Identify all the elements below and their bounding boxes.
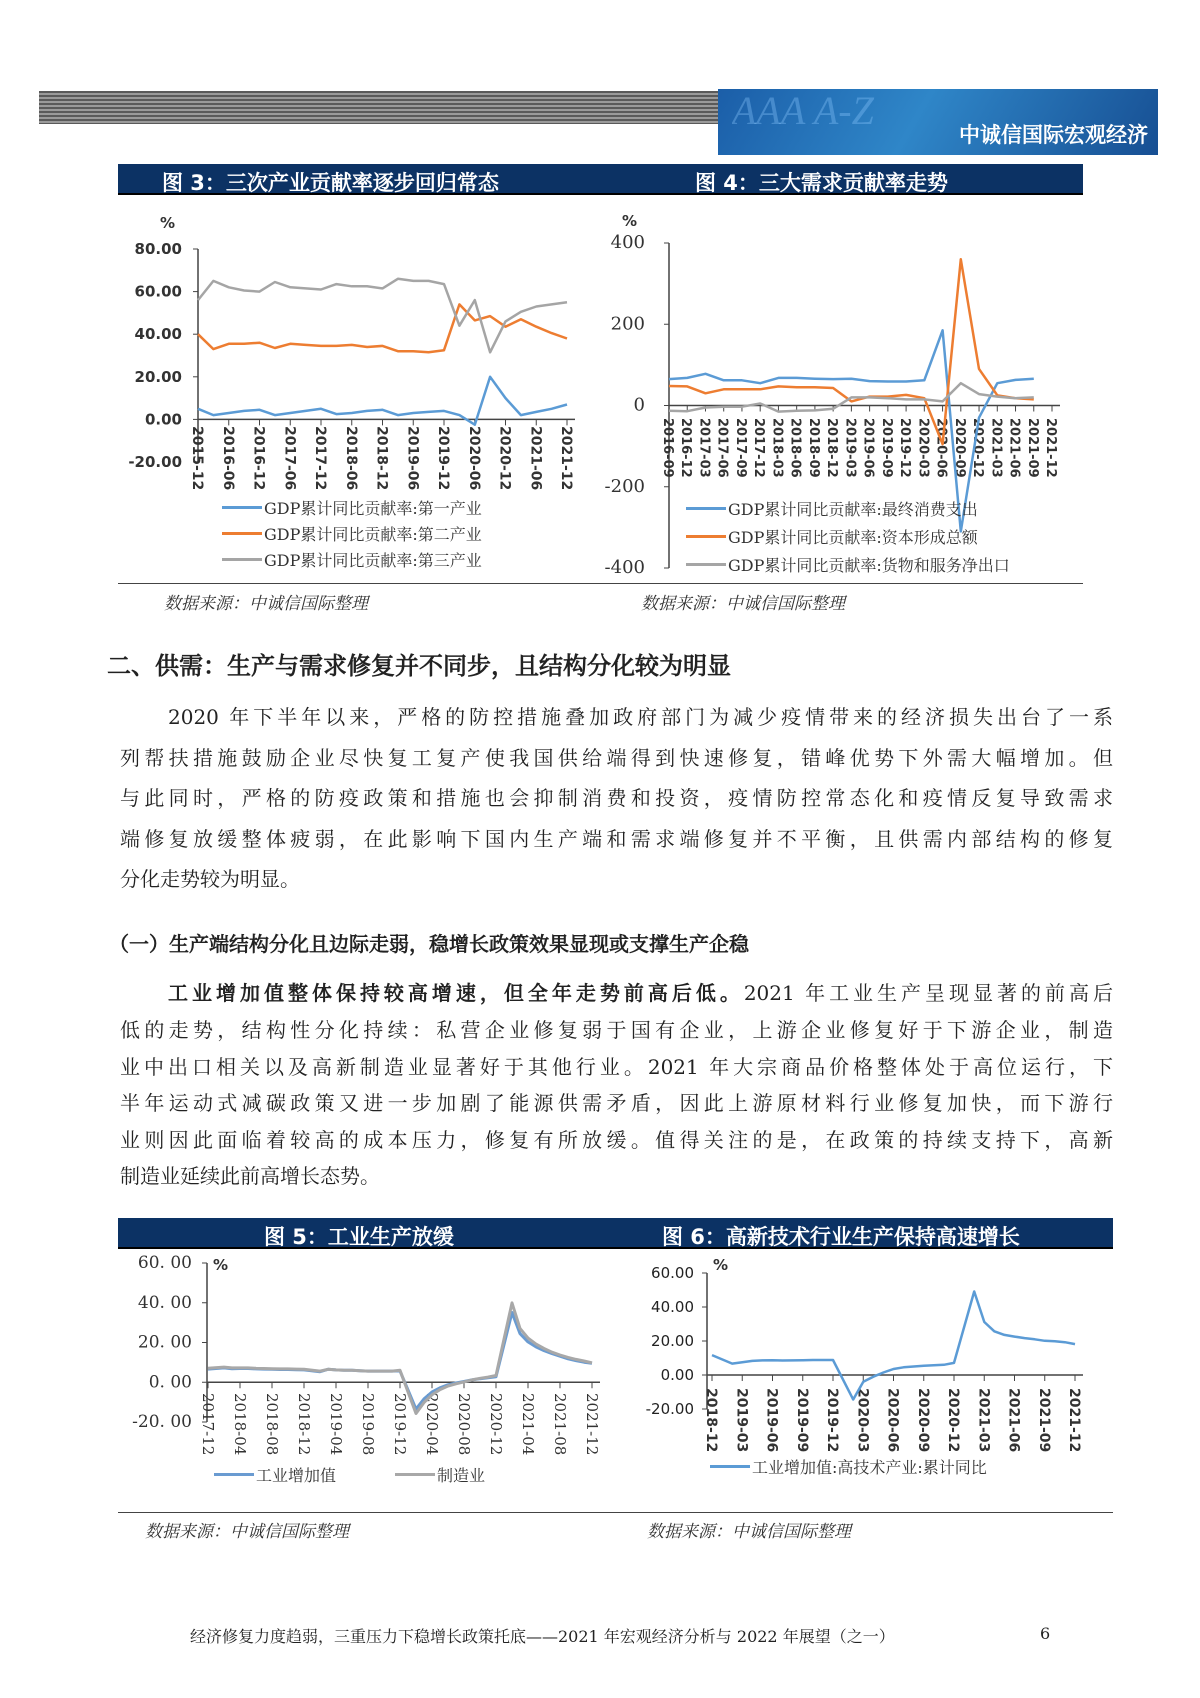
legend-item (222, 494, 482, 520)
fig5-title: 图 5：工业生产放缓 (264, 1225, 454, 1249)
x-tick-label: 2019-09 (878, 418, 894, 478)
header-stripe-bar (39, 91, 719, 124)
paragraph-line: 业中出口相关以及高新制造业显著好于其他行业。2021 年大宗商品价格整体处于高位运行，下 (120, 1055, 1113, 1079)
x-tick-label: 2017-12 (751, 418, 767, 478)
y-tick-label: -200 (604, 475, 645, 497)
x-tick-label: 2019-12 (435, 426, 451, 491)
legend-label: GDP累计同比贡献率:第三产业 (264, 550, 482, 570)
series-line-1 (712, 1292, 1075, 1400)
legend-label: GDP累计同比贡献率:货物和服务净出口 (728, 555, 1010, 575)
x-tick-label: 2020-06 (933, 418, 949, 478)
paragraph-line (168, 981, 1113, 1005)
x-tick-label: 2015-12 (189, 426, 205, 491)
y-tick-label: 0.00 (144, 410, 182, 429)
x-tick-label: 2018-12 (703, 1388, 719, 1453)
y-axis-unit-label: % (160, 214, 176, 232)
source-divider-top (118, 583, 1083, 584)
y-tick-label: 80.00 (134, 240, 182, 258)
x-tick-label: 2019-03 (733, 1388, 750, 1453)
x-tick-label: 2020-04 (423, 1393, 441, 1456)
x-tick-label: 2021-06 (527, 426, 544, 491)
legend-label: 工业增加值:高技术产业:累计同比 (752, 1457, 987, 1477)
y-tick-label: 60.00 (651, 1264, 694, 1282)
logo-ghost-letters: AAA A-Z (732, 89, 874, 133)
y-tick-label: 20.00 (651, 1332, 694, 1350)
x-tick-label: 2020-12 (945, 1388, 961, 1453)
legend-item (686, 550, 1010, 578)
x-tick-label: 2021-04 (519, 1393, 537, 1456)
x-tick-label: 2020-03 (915, 418, 931, 478)
paragraph-line: 列帮扶措施鼓励企业尽快复工复产使我国供给端得到快速修复，错峰优势下外需大幅增加。但 (120, 746, 1113, 770)
series-line-2 (208, 1303, 592, 1414)
x-tick-label: 2017-09 (732, 418, 748, 478)
y-tick-label: 40.00 (134, 325, 182, 344)
fig3-source: 数据来源：中诚信国际整理 (164, 594, 368, 614)
x-tick-label: 2018-03 (769, 418, 785, 478)
fig5-source: 数据来源：中诚信国际整理 (145, 1522, 349, 1542)
paragraph-line: 业则因此面临着较高的成本压力，修复有所放缓。值得关注的是，在政策的持续支持下，高新 (120, 1128, 1113, 1152)
x-tick-label: 2019-08 (359, 1393, 377, 1456)
x-tick-label: 2019-06 (763, 1388, 780, 1453)
paragraph-line: 半年运动式减碳政策又进一步加剧了能源供需矛盾，因此上游原材料行业修复加快，而下游行 (120, 1091, 1113, 1115)
x-tick-label: 2019-12 (391, 1393, 409, 1456)
series-line-3 (198, 279, 567, 353)
x-tick-label: 2020-06 (884, 1388, 901, 1453)
x-tick-label: 2020-12 (970, 418, 986, 478)
fig4-legend (686, 494, 1010, 578)
figure-title-bar-bottom (118, 1218, 1113, 1249)
x-tick-label: 2020-12 (496, 426, 513, 491)
brand-logo (718, 89, 1158, 155)
y-tick-label: -400 (604, 557, 645, 578)
logo-text: 中诚信国际宏观经济 (959, 123, 1148, 147)
x-tick-label: 2021-06 (1005, 1388, 1022, 1453)
x-tick-label: 2019-12 (824, 1388, 840, 1453)
x-tick-label: 2017-06 (714, 418, 730, 478)
x-tick-label: 2016-12 (678, 418, 694, 478)
y-axis-unit-label: % (622, 212, 638, 230)
x-tick-label: 2018-06 (342, 426, 359, 491)
x-tick-label: 2018-12 (295, 1393, 313, 1456)
x-tick-label: 2018-06 (787, 418, 803, 478)
fig3-legend (222, 494, 482, 572)
x-tick-label: 2019-09 (793, 1388, 810, 1453)
x-tick-label: 2016-06 (219, 426, 236, 491)
x-tick-label: 2017-12 (312, 426, 328, 491)
fig6-title: 图 6：高新技术行业生产保持高速增长 (662, 1225, 1020, 1249)
page-number: 6 (1040, 1624, 1051, 1643)
y-tick-label: 200 (610, 313, 645, 335)
legend-label: 制造业 (437, 1465, 486, 1485)
x-tick-label: 2019-06 (860, 418, 876, 478)
x-tick-label: 2021-12 (558, 426, 574, 491)
x-tick-label: 2020-09 (951, 418, 967, 478)
x-tick-label: 2020-09 (914, 1388, 931, 1453)
paragraph-line: 与此同时，严格的防疫政策和措施也会抑制消费和投资，疫情防控常态化和疫情反复导致需求 (120, 786, 1113, 810)
y-tick-label: 0 (633, 394, 645, 416)
legend-item (686, 494, 1010, 522)
x-tick-label: 2018-12 (373, 426, 390, 491)
subsection-heading: （一）生产端结构分化且边际走弱，稳增长政策效果显现或支撑生产企稳 (109, 932, 749, 956)
y-tick-label: 60.00 (134, 282, 182, 301)
x-tick-label: 2021-03 (988, 418, 1004, 478)
legend-label: 工业增加值 (256, 1465, 337, 1485)
legend-label: GDP累计同比贡献率:第一产业 (264, 498, 482, 518)
x-tick-label: 2020-03 (854, 1388, 871, 1453)
x-tick-label: 2018-08 (263, 1393, 281, 1456)
paragraph-line: 分化走势较为明显。 (120, 867, 300, 891)
x-tick-label: 2021-12 (1043, 418, 1058, 478)
series-line-2 (198, 304, 567, 352)
paragraph-line: 2020 年下半年以来，严格的防控措施叠加政府部门为减少疫情带来的经济损失出台了一系 (168, 705, 1113, 729)
x-tick-label: 2018-09 (805, 418, 821, 478)
legend-item (222, 546, 482, 572)
x-tick-label: 2021-12 (583, 1393, 601, 1456)
legend-item (686, 522, 1010, 550)
fig5-legend-item-industry (214, 1462, 336, 1486)
x-tick-label: 2020-08 (455, 1393, 473, 1456)
x-tick-label: 2021-09 (1024, 418, 1040, 478)
legend-item (222, 520, 482, 546)
y-tick-label: -20.00 (128, 453, 182, 471)
series-line-1 (208, 1313, 592, 1410)
series-line-1 (198, 377, 567, 425)
y-tick-label: -20. 00 (132, 1412, 192, 1432)
legend-label: GDP累计同比贡献率:资本形成总额 (728, 527, 978, 547)
y-tick-label: 0. 00 (148, 1372, 192, 1393)
legend-label: GDP累计同比贡献率:第二产业 (264, 524, 482, 544)
x-tick-label: 2017-12 (199, 1393, 217, 1456)
fig3-title: 图 3：三次产业贡献率逐步回归常态 (162, 171, 499, 195)
x-tick-label: 2017-03 (696, 418, 712, 478)
y-tick-label: 60. 00 (137, 1253, 192, 1273)
x-tick-label: 2020-06 (465, 426, 482, 491)
paragraph-line: 制造业延续此前高增长态势。 (120, 1164, 380, 1188)
paragraph-line: 端修复放缓整体疲弱，在此影响下国内生产端和需求端修复并不平衡，且供需内部结构的修复 (120, 827, 1113, 851)
series-line-2 (669, 259, 1034, 444)
y-tick-label: 40.00 (651, 1298, 694, 1316)
fig5-legend-item-manufacturing (395, 1462, 485, 1486)
figure-title-bar-top (118, 164, 1083, 195)
x-tick-label: 2021-06 (1006, 418, 1022, 478)
source-divider-bottom (118, 1512, 1113, 1513)
x-tick-label: 2019-12 (897, 418, 913, 478)
series-line-3 (669, 383, 1034, 411)
x-tick-label: 2021-12 (1066, 1388, 1082, 1453)
y-tick-label: 40. 00 (137, 1292, 192, 1313)
paragraph-lead-bold: 工业增加值整体保持较高增速，但全年走势前高后低。 (168, 981, 744, 1005)
x-tick-label: 2020-12 (487, 1393, 505, 1456)
y-tick-label: 400 (610, 232, 645, 253)
x-tick-label: 2019-04 (327, 1393, 345, 1456)
page-footer-title: 经济修复力度趋弱，三重压力下稳增长政策托底——2021 年宏观经济分析与 2022 年展望（之一） (190, 1627, 895, 1646)
x-tick-label: 2016-09 (660, 418, 675, 478)
x-tick-label: 2018-12 (824, 418, 840, 478)
x-tick-label: 2019-06 (404, 426, 421, 491)
fig4-source: 数据来源：中诚信国际整理 (641, 594, 845, 614)
y-axis-unit-label: % (713, 1256, 729, 1274)
x-tick-label: 2021-09 (1035, 1388, 1052, 1453)
fig6-source: 数据来源：中诚信国际整理 (647, 1522, 851, 1542)
x-tick-label: 2021-03 (975, 1388, 992, 1453)
fig4-title: 图 4：三大需求贡献率走势 (695, 171, 948, 195)
y-tick-label: 0.00 (660, 1366, 694, 1384)
fig6-legend-item (710, 1454, 987, 1478)
y-tick-label: 20.00 (134, 367, 182, 386)
x-tick-label: 2016-12 (250, 426, 267, 491)
y-tick-label: 20. 00 (137, 1332, 192, 1353)
x-tick-label: 2019-03 (842, 418, 858, 478)
x-tick-label: 2017-06 (281, 426, 298, 491)
paragraph-line: 低的走势，结构性分化持续：私营企业修复弱于国有企业，上游企业修复好于下游企业，制造 (120, 1018, 1113, 1042)
y-axis-unit-label: % (213, 1256, 229, 1274)
y-tick-label: -20.00 (645, 1400, 694, 1418)
x-tick-label: 2018-04 (231, 1393, 249, 1456)
legend-label: GDP累计同比贡献率:最终消费支出 (728, 499, 978, 519)
x-tick-label: 2021-08 (551, 1393, 569, 1456)
section-heading: 二、供需：生产与需求修复并不同步，且结构分化较为明显 (107, 651, 731, 680)
paragraph-line-rest: 2021 年工业生产呈现显著的前高后 (743, 981, 1113, 1005)
